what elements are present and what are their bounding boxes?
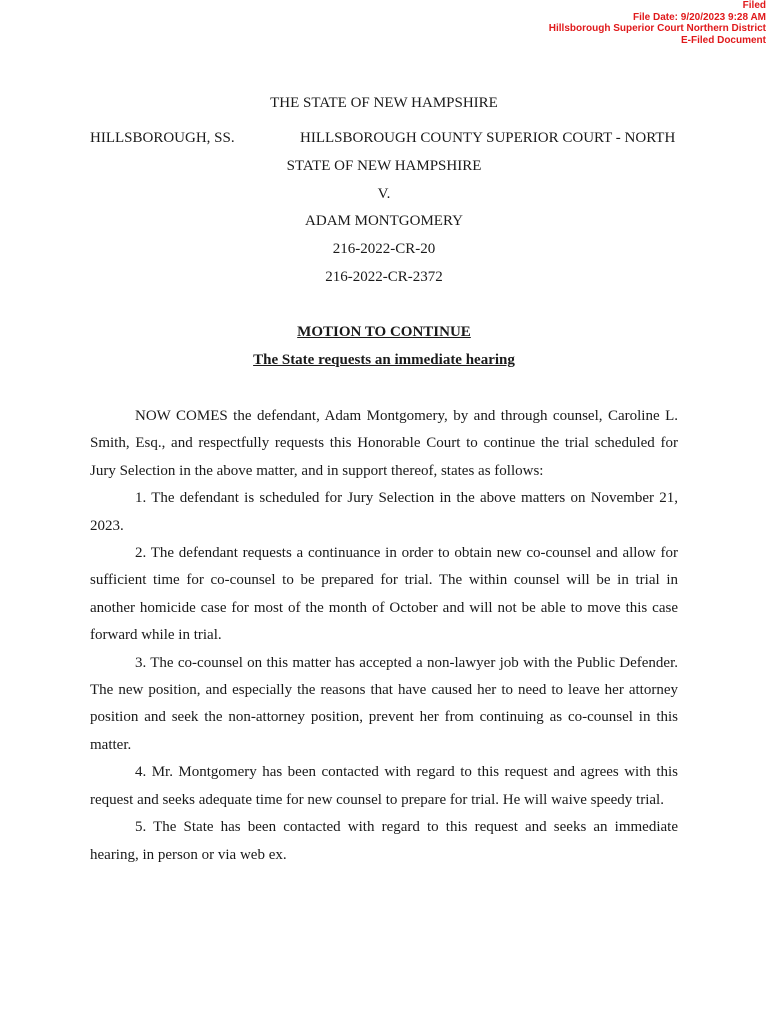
paragraph-1: 1. The defendant is scheduled for Jury Selection in the above matters on November 21, 2023. [90,490,678,534]
plaintiff-name: STATE OF NEW HAMPSHIRE [286,158,482,174]
defendant-name: ADAM MONTGOMERY [305,213,463,229]
motion-title: MOTION TO CONTINUE [297,324,471,340]
motion-subtitle: The State requests an immediate hearing [253,352,515,368]
case-number-2: 216-2022-CR-2372 [325,269,443,285]
motion-body [90,403,678,869]
county-label: HILLSBOROUGH, SS. [90,130,235,146]
paragraph-2: 2. The defendant requests a continuance in order to obtain new co-counsel and allow for sufficient time for co-counsel to be prepared for trial. The within counsel will be in trial in another homicide case for most of the month of October and will not be able to move this case forward while in trial. [90,545,678,644]
paragraph-5: 5. The State has been contacted with regard to this request and seeks an immediate hearing, in person or via web ex. [90,819,678,863]
court-name: HILLSBOROUGH COUNTY SUPERIOR COURT - NORTH [300,130,676,146]
intro-paragraph: NOW COMES the defendant, Adam Montgomery, by and through counsel, Caroline L. Smith, Esq., and respectfully requests this Honorable Court to continue the trial scheduled for Jury Selection in the above matter, and in support thereof, states as follows: [90,408,678,479]
stamp-file-date: File Date: 9/20/2023 9:28 AM [632,11,766,23]
stamp-court: Hillsborough Superior Court Northern District [548,23,766,34]
efiling-stamp [549,0,766,46]
state-heading: THE STATE OF NEW HAMPSHIRE [270,95,498,111]
versus-label: V. [377,186,391,202]
paragraph-3: 3. The co-counsel on this matter has accepted a non-lawyer job with the Public Defender. The new position, and especially the reasons that have caused her to need to leave her attorney position and seek the non-attorney position, prevent her from continuing as co-counsel in this matter. [90,654,678,753]
paragraph-4: 4. Mr. Montgomery has been contacted with regard to this request and agrees with this request and seeks adequate time for new counsel to prepare for trial. He will waive speedy trial. [90,764,678,808]
stamp-efiled: E-Filed Document [680,34,766,46]
case-number-1: 216-2022-CR-20 [332,241,436,257]
stamp-filed: Filed [742,0,766,11]
